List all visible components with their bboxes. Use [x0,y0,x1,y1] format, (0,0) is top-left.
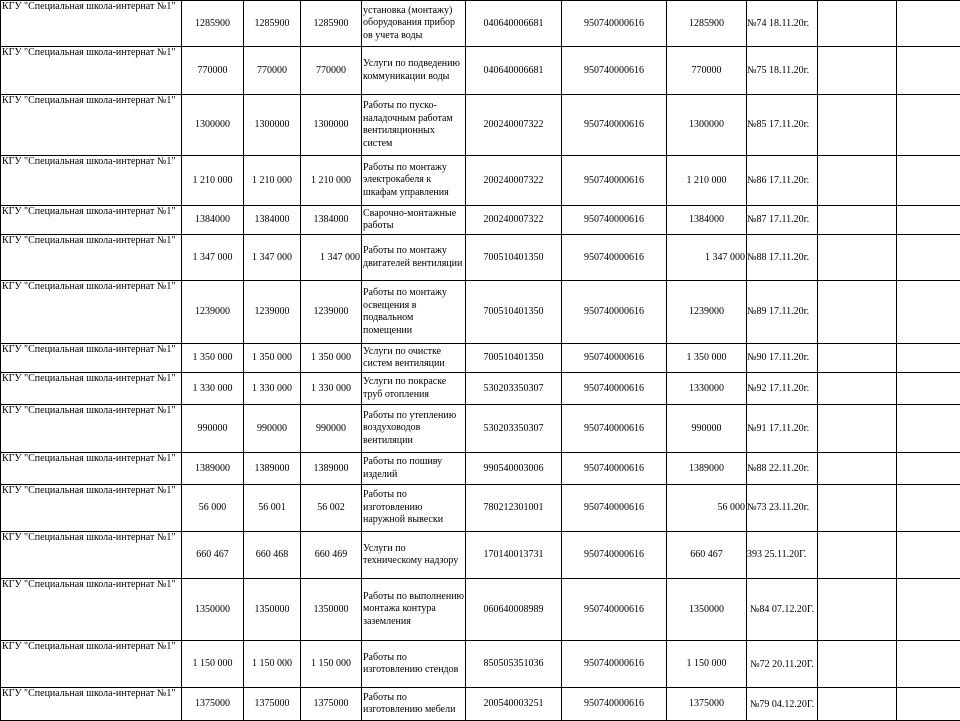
empty-cell [897,485,960,532]
empty-cell [818,95,897,156]
supplier-bin-cell: 200240007322 [466,156,562,206]
supplier-bin-cell: 850505351036 [466,641,562,688]
empty-cell [818,453,897,485]
customer-bin-cell: 950740000616 [562,156,667,206]
amount-2-cell: 1 210 000 [244,156,301,206]
organization-cell: КГУ "Специальная школа-интернат №1" [1,1,182,47]
amount-4-cell: 1375000 [667,688,747,721]
customer-bin-cell: 950740000616 [562,281,667,344]
amount-2-cell: 1239000 [244,281,301,344]
amount-2-cell: 1384000 [244,206,301,235]
document-cell: №84 07.12.20Г. [747,579,818,641]
table-row [1,344,960,373]
amount-1-cell: 660 467 [182,532,244,579]
empty-cell [818,1,897,47]
empty-cell [897,47,960,95]
supplier-bin-cell: 530203350307 [466,373,562,405]
amount-4-cell: 1 347 000 [667,235,747,281]
amount-2-cell: 1 330 000 [244,373,301,405]
empty-cell [818,485,897,532]
amount-4-cell: 770000 [667,47,747,95]
description-cell: Работы по монтажу электрокабеля к шкафам управления [362,156,466,206]
customer-bin-cell: 950740000616 [562,235,667,281]
customer-bin-cell: 950740000616 [562,405,667,453]
amount-3-cell: 1285900 [301,1,362,47]
supplier-bin-cell: 040640006681 [466,1,562,47]
amount-2-cell: 1389000 [244,453,301,485]
empty-cell [897,156,960,206]
amount-3-cell: 1389000 [301,453,362,485]
organization-cell: КГУ "Специальная школа-интернат №1" [1,206,182,235]
customer-bin-cell: 950740000616 [562,641,667,688]
table-row [1,373,960,405]
customer-bin-cell: 950740000616 [562,579,667,641]
organization-cell: КГУ "Специальная школа-интернат №1" [1,405,182,453]
amount-3-cell: 660 469 [301,532,362,579]
amount-1-cell: 1 210 000 [182,156,244,206]
document-cell: №88 22.11.20г. [747,453,818,485]
document-cell: №75 18.11.20г. [747,47,818,95]
supplier-bin-cell: 700510401350 [466,344,562,373]
empty-cell [897,641,960,688]
description-cell: Услуги по покраске труб отопления [362,373,466,405]
empty-cell [818,344,897,373]
customer-bin-cell: 950740000616 [562,485,667,532]
amount-1-cell: 1384000 [182,206,244,235]
document-cell: №87 17.11.20г. [747,206,818,235]
table-row [1,47,960,95]
table-row [1,95,960,156]
customer-bin-cell: 950740000616 [562,47,667,95]
description-cell: Работы по изготовлению мебели [362,688,466,721]
amount-2-cell: 56 001 [244,485,301,532]
document-cell: №90 17.11.20г. [747,344,818,373]
amount-1-cell: 1 350 000 [182,344,244,373]
table-row [1,485,960,532]
amount-3-cell: 1 350 000 [301,344,362,373]
table-row [1,235,960,281]
organization-cell: КГУ "Специальная школа-интернат №1" [1,235,182,281]
organization-cell: КГУ "Специальная школа-интернат №1" [1,95,182,156]
supplier-bin-cell: 170140013731 [466,532,562,579]
amount-4-cell: 1300000 [667,95,747,156]
supplier-bin-cell: 200240007322 [466,206,562,235]
empty-cell [897,344,960,373]
supplier-bin-cell: 200540003251 [466,688,562,721]
organization-cell: КГУ "Специальная школа-интернат №1" [1,579,182,641]
organization-cell: КГУ "Специальная школа-интернат №1" [1,344,182,373]
description-cell: Работы по пуско-наладочным работам вентиляционных систем [362,95,466,156]
amount-4-cell: 1 150 000 [667,641,747,688]
empty-cell [818,688,897,721]
empty-cell [897,95,960,156]
empty-cell [897,235,960,281]
empty-cell [818,156,897,206]
amount-3-cell: 1300000 [301,95,362,156]
amount-1-cell: 1300000 [182,95,244,156]
amount-3-cell: 1 347 000 [301,235,362,281]
supplier-bin-cell: 990540003006 [466,453,562,485]
empty-cell [897,688,960,721]
description-cell: Работы по утеплению воздуховодов вентиляции [362,405,466,453]
amount-2-cell: 770000 [244,47,301,95]
empty-cell [818,579,897,641]
table-row [1,281,960,344]
organization-cell: КГУ "Специальная школа-интернат №1" [1,373,182,405]
empty-cell [818,47,897,95]
document-cell: №91 17.11.20г. [747,405,818,453]
amount-3-cell: 1239000 [301,281,362,344]
amount-3-cell: 1 330 000 [301,373,362,405]
amount-4-cell: 56 000 [667,485,747,532]
table-row [1,405,960,453]
table-row [1,453,960,485]
description-cell: Работы по монтажу двигателей вентиляции [362,235,466,281]
empty-cell [897,405,960,453]
empty-cell [818,281,897,344]
amount-1-cell: 1350000 [182,579,244,641]
organization-cell: КГУ "Специальная школа-интернат №1" [1,641,182,688]
amount-4-cell: 990000 [667,405,747,453]
customer-bin-cell: 950740000616 [562,1,667,47]
document-cell: №89 17.11.20г. [747,281,818,344]
amount-3-cell: 1350000 [301,579,362,641]
document-cell: №88 17.11.20г. [747,235,818,281]
supplier-bin-cell: 200240007322 [466,95,562,156]
amount-1-cell: 1389000 [182,453,244,485]
amount-4-cell: 1389000 [667,453,747,485]
amount-1-cell: 1 347 000 [182,235,244,281]
amount-4-cell: 1330000 [667,373,747,405]
supplier-bin-cell: 780212301001 [466,485,562,532]
amount-3-cell: 1 210 000 [301,156,362,206]
amount-2-cell: 1 350 000 [244,344,301,373]
description-cell: Сварочно-монтажные работы [362,206,466,235]
amount-1-cell: 1239000 [182,281,244,344]
description-cell: Работы по выполнению монтажа контура заземления [362,579,466,641]
description-cell: установка (монтажу) оборудования прибор ов учета воды [362,1,466,47]
organization-cell: КГУ "Специальная школа-интернат №1" [1,532,182,579]
empty-cell [897,281,960,344]
empty-cell [818,405,897,453]
amount-2-cell: 1375000 [244,688,301,721]
amount-1-cell: 770000 [182,47,244,95]
supplier-bin-cell: 530203350307 [466,405,562,453]
amount-3-cell: 770000 [301,47,362,95]
amount-4-cell: 1350000 [667,579,747,641]
description-cell: Работы по изготовлению стендов [362,641,466,688]
document-cell: №92 17.11.20г. [747,373,818,405]
table-row [1,206,960,235]
customer-bin-cell: 950740000616 [562,344,667,373]
empty-cell [818,373,897,405]
table-row [1,156,960,206]
customer-bin-cell: 950740000616 [562,453,667,485]
description-cell: Работы по монтажу освещения в подвальном помещении [362,281,466,344]
table-row [1,579,960,641]
amount-1-cell: 1 150 000 [182,641,244,688]
organization-cell: КГУ "Специальная школа-интернат №1" [1,688,182,721]
amount-2-cell: 990000 [244,405,301,453]
table-row [1,1,960,47]
amount-3-cell: 1384000 [301,206,362,235]
amount-2-cell: 1 150 000 [244,641,301,688]
amount-4-cell: 1384000 [667,206,747,235]
document-cell: №74 18.11.20г. [747,1,818,47]
customer-bin-cell: 950740000616 [562,373,667,405]
amount-3-cell: 1375000 [301,688,362,721]
empty-cell [897,453,960,485]
empty-cell [818,206,897,235]
document-cell: №72 20.11.20Г. [747,641,818,688]
customer-bin-cell: 950740000616 [562,532,667,579]
amount-4-cell: 1 350 000 [667,344,747,373]
empty-cell [818,641,897,688]
amount-3-cell: 56 002 [301,485,362,532]
organization-cell: КГУ "Специальная школа-интернат №1" [1,281,182,344]
organization-cell: КГУ "Специальная школа-интернат №1" [1,485,182,532]
document-cell: №85 17.11.20г. [747,95,818,156]
amount-2-cell: 660 468 [244,532,301,579]
amount-2-cell: 1285900 [244,1,301,47]
supplier-bin-cell: 700510401350 [466,235,562,281]
amount-1-cell: 1375000 [182,688,244,721]
table-row [1,641,960,688]
table-row [1,532,960,579]
amount-4-cell: 1239000 [667,281,747,344]
table-row [1,688,960,721]
customer-bin-cell: 950740000616 [562,688,667,721]
empty-cell [818,235,897,281]
empty-cell [897,532,960,579]
customer-bin-cell: 950740000616 [562,206,667,235]
description-cell: Услуги по техническому надзору [362,532,466,579]
amount-2-cell: 1300000 [244,95,301,156]
empty-cell [897,579,960,641]
supplier-bin-cell: 700510401350 [466,281,562,344]
description-cell: Работы по изготовлению наружной вывески [362,485,466,532]
amount-2-cell: 1350000 [244,579,301,641]
amount-4-cell: 1 210 000 [667,156,747,206]
description-cell: Услуги по подведению коммуникации воды [362,47,466,95]
amount-3-cell: 990000 [301,405,362,453]
organization-cell: КГУ "Специальная школа-интернат №1" [1,47,182,95]
organization-cell: КГУ "Специальная школа-интернат №1" [1,453,182,485]
empty-cell [818,532,897,579]
empty-cell [897,373,960,405]
organization-cell: КГУ "Специальная школа-интернат №1" [1,156,182,206]
amount-1-cell: 1 330 000 [182,373,244,405]
customer-bin-cell: 950740000616 [562,95,667,156]
document-cell: №79 04.12.20Г. [747,688,818,721]
amount-3-cell: 1 150 000 [301,641,362,688]
amount-2-cell: 1 347 000 [244,235,301,281]
document-cell: №86 17.11.20г. [747,156,818,206]
description-cell: Работы по пошиву изделий [362,453,466,485]
supplier-bin-cell: 060640008989 [466,579,562,641]
amount-4-cell: 660 467 [667,532,747,579]
document-cell: 393 25.11.20Г. [747,532,818,579]
document-cell: №73 23.11.20г. [747,485,818,532]
amount-1-cell: 1285900 [182,1,244,47]
amount-1-cell: 56 000 [182,485,244,532]
supplier-bin-cell: 040640006681 [466,47,562,95]
amount-4-cell: 1285900 [667,1,747,47]
empty-cell [897,206,960,235]
empty-cell [897,1,960,47]
description-cell: Услуги по очистке систем вентиляции [362,344,466,373]
amount-1-cell: 990000 [182,405,244,453]
